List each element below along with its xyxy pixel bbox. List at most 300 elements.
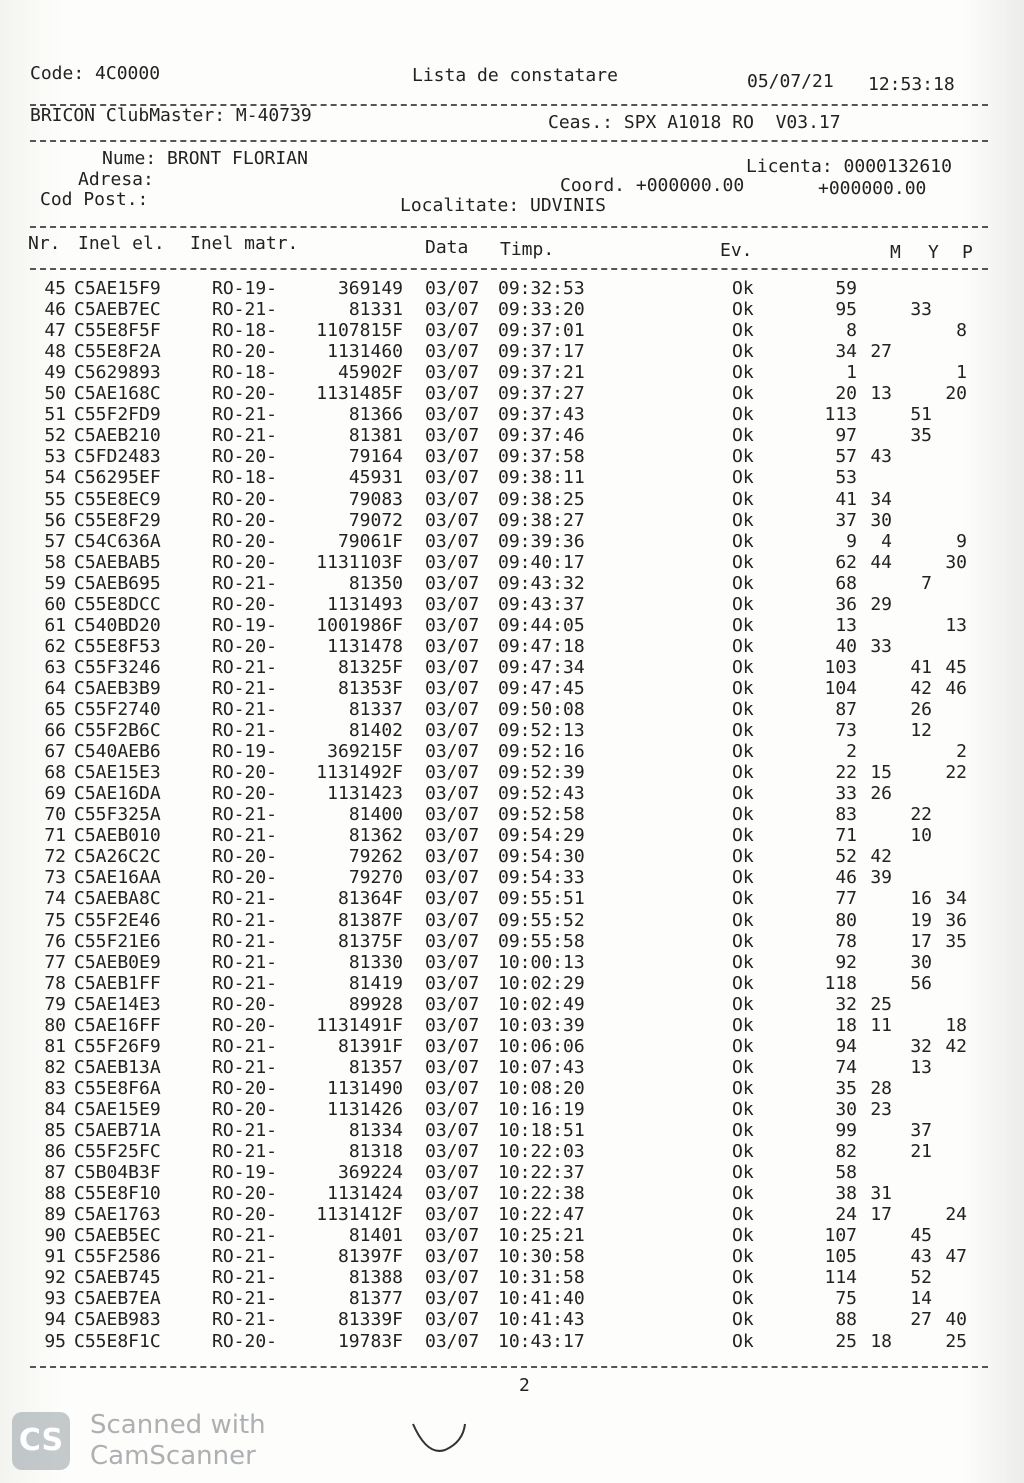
arrival-date: 03/07	[425, 1225, 480, 1247]
rank-y2: 42	[910, 677, 932, 699]
row-number: 70	[44, 804, 66, 826]
arrival-time: 09:52:39	[498, 762, 585, 784]
ring-number: 89928	[348, 993, 403, 1015]
rank-p: 35	[945, 930, 967, 952]
table-row	[0, 615, 1024, 636]
row-number: 67	[44, 741, 66, 763]
table-row	[0, 888, 1024, 909]
ring-prefix: RO-21-	[212, 299, 278, 321]
event-status: Ok	[732, 635, 754, 657]
arrival-time: 09:37:21	[498, 362, 585, 384]
arrival-date: 03/07	[425, 1309, 480, 1331]
ring-prefix: RO-21-	[212, 888, 278, 910]
event-status: Ok	[732, 1246, 754, 1268]
arrival-time: 10:22:03	[498, 1141, 585, 1163]
arrival-date: 03/07	[425, 299, 480, 321]
event-status: Ok	[732, 362, 754, 384]
postal-code-label: Cod Post.:	[40, 189, 149, 210]
coordinates: Coord. +000000.00	[560, 175, 745, 196]
arrival-time: 09:37:43	[498, 404, 585, 426]
table-row	[0, 320, 1024, 341]
rank-y2: 10	[910, 825, 932, 847]
event-status: Ok	[732, 867, 754, 889]
ring-number: 81339F	[337, 1309, 403, 1331]
arrival-date: 03/07	[425, 677, 480, 699]
table-row	[0, 636, 1024, 657]
rank-m: 34	[835, 341, 857, 363]
ring-number: 81318	[348, 1141, 403, 1163]
arrival-date: 03/07	[425, 1330, 480, 1352]
row-number: 57	[44, 530, 66, 552]
electronic-ring: C5AEB3B9	[74, 677, 161, 699]
arrival-date: 03/07	[425, 1014, 480, 1036]
arrival-time: 09:38:27	[498, 509, 585, 531]
electronic-ring: C55F26F9	[74, 1035, 161, 1057]
arrival-time: 09:47:45	[498, 677, 585, 699]
arrival-time: 10:18:51	[498, 1120, 585, 1141]
ring-prefix: RO-20-	[212, 1077, 278, 1099]
rank-m: 74	[835, 1056, 857, 1078]
table-row	[0, 1141, 1024, 1162]
address-label: Adresa:	[78, 169, 154, 190]
event-status: Ok	[732, 1225, 754, 1247]
table-row	[0, 425, 1024, 446]
arrival-date: 03/07	[425, 1141, 480, 1163]
print-time: 12:53:18	[868, 74, 955, 95]
electronic-ring: C5AEB210	[74, 425, 161, 447]
rank-y2: 7	[921, 572, 932, 594]
table-row	[0, 299, 1024, 320]
table-row	[0, 1331, 1024, 1352]
arrival-date: 03/07	[425, 951, 480, 973]
electronic-ring: C5AEB7EA	[74, 1288, 161, 1310]
electronic-ring: C56295EF	[74, 467, 161, 489]
rank-p: 40	[945, 1309, 967, 1331]
arrival-date: 03/07	[425, 362, 480, 384]
ring-prefix: RO-20-	[212, 1098, 278, 1120]
arrival-date: 03/07	[425, 509, 480, 531]
ring-number: 81388	[348, 1267, 403, 1289]
arrival-time: 09:39:36	[498, 530, 585, 552]
rank-y2: 56	[910, 972, 932, 994]
arrival-time: 10:06:06	[498, 1035, 585, 1057]
camscanner-logo: CS	[12, 1412, 70, 1470]
row-number: 69	[44, 783, 66, 805]
electronic-ring: C540AEB6	[74, 741, 161, 763]
print-date: 05/07/21	[747, 71, 834, 92]
row-number: 85	[44, 1120, 66, 1141]
ring-prefix: RO-20-	[212, 1014, 278, 1036]
ring-prefix: RO-20-	[212, 1183, 278, 1205]
row-number: 56	[44, 509, 66, 531]
table-row	[0, 1078, 1024, 1099]
electronic-ring: C55F3246	[74, 656, 161, 678]
event-status: Ok	[732, 1098, 754, 1120]
rank-m: 83	[835, 804, 857, 826]
rank-p: 22	[945, 762, 967, 784]
arrival-time: 10:22:38	[498, 1183, 585, 1205]
electronic-ring: C55E8F53	[74, 635, 161, 657]
arrival-time: 10:08:20	[498, 1077, 585, 1099]
camscanner-watermark	[90, 1410, 266, 1472]
row-number: 87	[44, 1162, 66, 1184]
ring-number: 1131460	[327, 341, 403, 363]
electronic-ring: C5AEB010	[74, 825, 161, 847]
electronic-ring: C5AE16DA	[74, 783, 161, 805]
rank-p: 13	[945, 614, 967, 636]
arrival-time: 10:30:58	[498, 1246, 585, 1268]
ring-prefix: RO-20-	[212, 446, 278, 468]
arrival-date: 03/07	[425, 1267, 480, 1289]
rank-m: 99	[835, 1120, 857, 1141]
arrival-time: 10:00:13	[498, 951, 585, 973]
event-status: Ok	[732, 741, 754, 763]
event-status: Ok	[732, 1162, 754, 1184]
arrival-time: 09:33:20	[498, 299, 585, 321]
event-status: Ok	[732, 467, 754, 489]
ring-number: 1001986F	[316, 614, 403, 636]
table-row	[0, 1225, 1024, 1246]
arrival-time: 09:37:27	[498, 383, 585, 405]
row-number: 64	[44, 677, 66, 699]
arrival-date: 03/07	[425, 972, 480, 994]
ring-number: 81397F	[337, 1246, 403, 1268]
rank-m: 41	[835, 488, 857, 510]
ring-prefix: RO-20-	[212, 867, 278, 889]
rank-m: 95	[835, 299, 857, 321]
rank-p: 45	[945, 656, 967, 678]
rank-y2: 45	[910, 1225, 932, 1247]
ring-prefix: RO-20-	[212, 341, 278, 363]
arrival-time: 09:38:25	[498, 488, 585, 510]
rank-p: 42	[945, 1035, 967, 1057]
ring-prefix: RO-20-	[212, 846, 278, 868]
rank-y2: 12	[910, 720, 932, 742]
arrival-date: 03/07	[425, 783, 480, 805]
rank-m: 36	[835, 593, 857, 615]
row-number: 81	[44, 1035, 66, 1057]
event-status: Ok	[732, 951, 754, 973]
table-row	[0, 657, 1024, 678]
rank-m: 57	[835, 446, 857, 468]
rank-y2: 41	[910, 656, 932, 678]
rank-y: 11	[870, 1014, 892, 1036]
table-row	[0, 1267, 1024, 1288]
arrival-time: 09:44:05	[498, 614, 585, 636]
arrival-date: 03/07	[425, 572, 480, 594]
rank-p: 30	[945, 551, 967, 573]
table-row	[0, 1120, 1024, 1141]
arrival-date: 03/07	[425, 804, 480, 826]
row-number: 88	[44, 1183, 66, 1205]
event-status: Ok	[732, 888, 754, 910]
ring-number: 1131485F	[316, 383, 403, 405]
rank-m: 9	[846, 530, 857, 552]
table-row	[0, 467, 1024, 488]
ring-number: 81381	[348, 425, 403, 447]
table-row	[0, 404, 1024, 425]
electronic-ring: C54C636A	[74, 530, 161, 552]
coordinates-second: +000000.00	[818, 178, 927, 199]
ring-number: 1131478	[327, 635, 403, 657]
rank-m: 94	[835, 1035, 857, 1057]
event-status: Ok	[732, 572, 754, 594]
rank-y2: 37	[910, 1120, 932, 1141]
rank-y: 28	[870, 1077, 892, 1099]
arrival-date: 03/07	[425, 741, 480, 763]
ring-number: 1131426	[327, 1098, 403, 1120]
arrival-time: 10:22:47	[498, 1204, 585, 1226]
ring-number: 81387F	[337, 909, 403, 931]
divider	[30, 140, 988, 142]
arrival-date: 03/07	[425, 930, 480, 952]
table-row	[0, 594, 1024, 615]
arrival-time: 09:32:53	[498, 278, 585, 299]
rank-p: 34	[945, 888, 967, 910]
row-number: 73	[44, 867, 66, 889]
rank-m: 68	[835, 572, 857, 594]
rank-m: 75	[835, 1288, 857, 1310]
ring-number: 81402	[348, 720, 403, 742]
event-status: Ok	[732, 425, 754, 447]
rank-m: 59	[835, 278, 857, 299]
row-number: 58	[44, 551, 66, 573]
arrival-date: 03/07	[425, 593, 480, 615]
ring-number: 1131492F	[316, 762, 403, 784]
row-number: 54	[44, 467, 66, 489]
row-number: 51	[44, 404, 66, 426]
ring-number: 1131491F	[316, 1014, 403, 1036]
rank-y2: 21	[910, 1141, 932, 1163]
arrival-date: 03/07	[425, 383, 480, 405]
arrival-time: 10:02:49	[498, 993, 585, 1015]
rank-m: 80	[835, 909, 857, 931]
rank-m: 58	[835, 1162, 857, 1184]
rank-m: 24	[835, 1204, 857, 1226]
ring-prefix: RO-19-	[212, 741, 278, 763]
arrival-time: 10:25:21	[498, 1225, 585, 1247]
row-number: 71	[44, 825, 66, 847]
ring-prefix: RO-19-	[212, 614, 278, 636]
row-number: 95	[44, 1330, 66, 1352]
rank-y: 34	[870, 488, 892, 510]
ring-number: 45931	[348, 467, 403, 489]
rank-m: 2	[846, 741, 857, 763]
table-row	[0, 278, 1024, 299]
event-status: Ok	[732, 320, 754, 342]
rank-p: 20	[945, 383, 967, 405]
table-row	[0, 1309, 1024, 1330]
rank-y2: 30	[910, 951, 932, 973]
table-row	[0, 741, 1024, 762]
electronic-ring: C55F2586	[74, 1246, 161, 1268]
arrival-date: 03/07	[425, 488, 480, 510]
electronic-ring: C5FD2483	[74, 446, 161, 468]
ring-prefix: RO-21-	[212, 1309, 278, 1331]
rank-m: 62	[835, 551, 857, 573]
electronic-ring: C5AEB983	[74, 1309, 161, 1331]
arrival-date: 03/07	[425, 320, 480, 342]
table-row	[0, 1204, 1024, 1225]
table-row	[0, 825, 1024, 846]
electronic-ring: C55E8F10	[74, 1183, 161, 1205]
rank-m: 32	[835, 993, 857, 1015]
row-number: 82	[44, 1056, 66, 1078]
table-row	[0, 1183, 1024, 1204]
rank-y: 23	[870, 1098, 892, 1120]
rank-y: 29	[870, 593, 892, 615]
electronic-ring: C55F25FC	[74, 1141, 161, 1163]
arrival-date: 03/07	[425, 1183, 480, 1205]
ring-prefix: RO-21-	[212, 425, 278, 447]
table-row	[0, 931, 1024, 952]
ring-prefix: RO-20-	[212, 762, 278, 784]
electronic-ring: C55E8DCC	[74, 593, 161, 615]
rank-m: 13	[835, 614, 857, 636]
row-number: 46	[44, 299, 66, 321]
rank-y2: 22	[910, 804, 932, 826]
col-header-y: Y	[928, 242, 939, 263]
rank-p: 2	[956, 741, 967, 763]
rank-m: 30	[835, 1098, 857, 1120]
electronic-ring: C55F2740	[74, 699, 161, 720]
arrival-time: 09:52:43	[498, 783, 585, 805]
event-status: Ok	[732, 614, 754, 636]
row-number: 83	[44, 1077, 66, 1099]
table-row	[0, 720, 1024, 741]
ring-number: 1131490	[327, 1077, 403, 1099]
row-number: 45	[44, 278, 66, 299]
ring-prefix: RO-21-	[212, 825, 278, 847]
arrival-time: 09:37:17	[498, 341, 585, 363]
event-status: Ok	[732, 972, 754, 994]
ring-prefix: RO-20-	[212, 1330, 278, 1352]
rank-y: 13	[870, 383, 892, 405]
event-status: Ok	[732, 551, 754, 573]
rank-m: 1	[846, 362, 857, 384]
ring-number: 81330	[348, 951, 403, 973]
row-number: 76	[44, 930, 66, 952]
ring-prefix: RO-21-	[212, 1246, 278, 1268]
row-number: 78	[44, 972, 66, 994]
ring-prefix: RO-20-	[212, 783, 278, 805]
table-row	[0, 783, 1024, 804]
table-row	[0, 446, 1024, 467]
ring-prefix: RO-21-	[212, 1056, 278, 1078]
col-header-ring-matr: Inel matr.	[190, 233, 299, 254]
rank-m: 77	[835, 888, 857, 910]
col-header-m: M	[890, 242, 901, 263]
table-row	[0, 1162, 1024, 1183]
ring-number: 1131424	[327, 1183, 403, 1205]
rank-y: 43	[870, 446, 892, 468]
ring-number: 81366	[348, 404, 403, 426]
event-status: Ok	[732, 383, 754, 405]
row-number: 60	[44, 593, 66, 615]
event-status: Ok	[732, 825, 754, 847]
row-number: 93	[44, 1288, 66, 1310]
arrival-date: 03/07	[425, 1035, 480, 1057]
rank-m: 78	[835, 930, 857, 952]
rank-y2: 33	[910, 299, 932, 321]
arrival-date: 03/07	[425, 1288, 480, 1310]
rank-y2: 27	[910, 1309, 932, 1331]
electronic-ring: C55F21E6	[74, 930, 161, 952]
club-info: BRICON ClubMaster: M-40739	[30, 105, 312, 126]
row-number: 50	[44, 383, 66, 405]
table-row	[0, 1246, 1024, 1267]
rank-y2: 26	[910, 699, 932, 720]
rank-m: 38	[835, 1183, 857, 1205]
row-number: 72	[44, 846, 66, 868]
ring-number: 79072	[348, 509, 403, 531]
rank-m: 53	[835, 467, 857, 489]
ring-number: 79083	[348, 488, 403, 510]
code-label: Code: 4C0000	[30, 63, 161, 84]
event-status: Ok	[732, 1141, 754, 1163]
ring-number: 369149	[337, 278, 403, 299]
ring-prefix: RO-21-	[212, 572, 278, 594]
col-header-p: P	[962, 242, 973, 263]
rank-y: 4	[881, 530, 892, 552]
arrival-date: 03/07	[425, 635, 480, 657]
event-status: Ok	[732, 1204, 754, 1226]
electronic-ring: C5AEBA8C	[74, 888, 161, 910]
table-row	[0, 489, 1024, 510]
electronic-ring: C55E8F29	[74, 509, 161, 531]
arrival-time: 10:41:40	[498, 1288, 585, 1310]
rank-y2: 19	[910, 909, 932, 931]
rank-m: 25	[835, 1330, 857, 1352]
ring-prefix: RO-20-	[212, 593, 278, 615]
col-header-ring-el: Inel el.	[78, 233, 165, 254]
rank-y: 25	[870, 993, 892, 1015]
rank-m: 20	[835, 383, 857, 405]
table-row	[0, 994, 1024, 1015]
electronic-ring: C55F2B6C	[74, 720, 161, 742]
event-status: Ok	[732, 1035, 754, 1057]
ring-number: 19783F	[337, 1330, 403, 1352]
watermark-line2: CamScanner	[90, 1441, 256, 1471]
locality: Localitate: UDVINIS	[400, 195, 606, 216]
electronic-ring: C5AE15E3	[74, 762, 161, 784]
ring-number: 79270	[348, 867, 403, 889]
rank-p: 8	[956, 320, 967, 342]
rank-m: 104	[824, 677, 857, 699]
arrival-date: 03/07	[425, 699, 480, 720]
arrival-time: 09:50:08	[498, 699, 585, 720]
rank-m: 105	[824, 1246, 857, 1268]
rank-y: 33	[870, 635, 892, 657]
table-row	[0, 1099, 1024, 1120]
arrival-date: 03/07	[425, 1204, 480, 1226]
arrival-time: 09:55:58	[498, 930, 585, 952]
rank-p: 47	[945, 1246, 967, 1268]
divider	[30, 1366, 988, 1368]
row-number: 52	[44, 425, 66, 447]
rank-y: 44	[870, 551, 892, 573]
arrival-time: 09:43:32	[498, 572, 585, 594]
arrival-date: 03/07	[425, 846, 480, 868]
ring-number: 1107815F	[316, 320, 403, 342]
ring-prefix: RO-20-	[212, 1204, 278, 1226]
row-number: 68	[44, 762, 66, 784]
ring-prefix: RO-21-	[212, 677, 278, 699]
rank-m: 33	[835, 783, 857, 805]
arrival-time: 09:37:58	[498, 446, 585, 468]
event-status: Ok	[732, 677, 754, 699]
electronic-ring: C55E8F5F	[74, 320, 161, 342]
